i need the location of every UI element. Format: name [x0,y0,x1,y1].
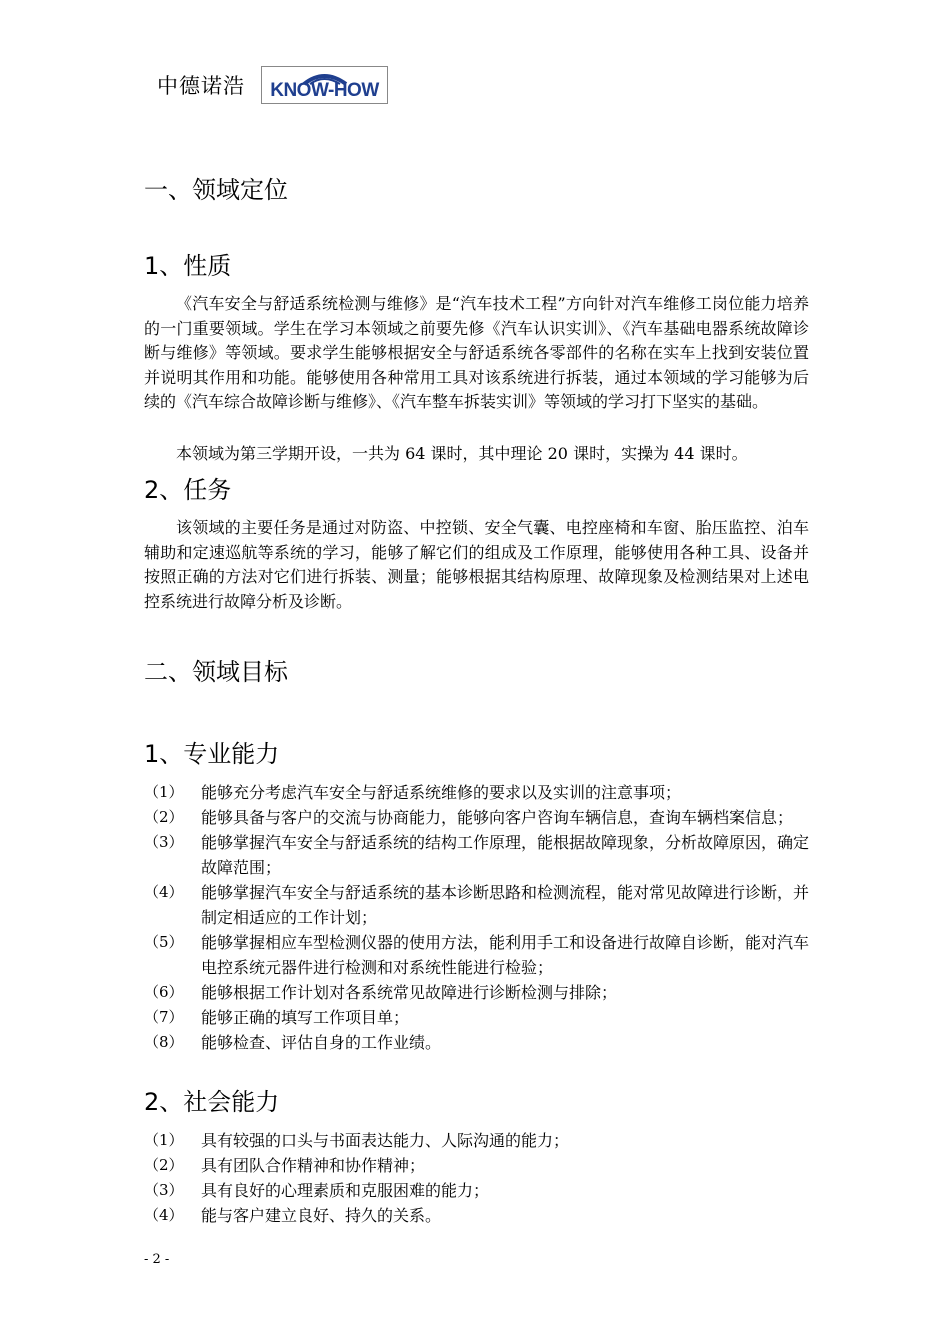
list-item-text: 具有团队合作精神和协作精神； [201,1156,426,1175]
list-item-text: 能与客户建立良好、持久的关系。 [201,1206,442,1225]
know-how-logo [261,66,388,104]
list-item-number: （3） [144,833,184,851]
list-item-text: 能够掌握汽车安全与舒适系统的结构工作原理，能根据故障现象，分析故障原因，确定故障范围； [201,833,810,877]
list-item-number: （5） [144,933,184,951]
list-item-number: （2） [144,808,184,826]
list-item-number: （4） [144,1206,184,1224]
list-item-text: 能够正确的填写工作项目单； [201,1008,410,1027]
social-ability-list [144,1128,809,1228]
list-item [144,930,809,980]
list-item [144,830,809,880]
list-item [144,1153,809,1178]
section-title-goals: 二、领域目标 [144,658,288,686]
list-item-text: 能够充分考虑汽车安全与舒适系统维修的要求以及实训的注意事项； [201,783,682,802]
list-item [144,1203,809,1228]
list-item-text: 能够检查、评估自身的工作业绩。 [201,1033,442,1052]
paragraph-nature: 《汽车安全与舒适系统检测与维修》是“汽车技术工程”方向针对汽车维修工岗位能力培养的一门重要领域。学生在学习本领域之前要先修《汽车认识实训》、《汽车基础电器系统故障诊断与维修》等领域。要求学生能够根据安全与舒适系统各零部件的名称在实车上找到安装位置并说明其作用和功能。能够使用各种常用工具对该系统进行拆装，通过本领域的学习能够为后续的《汽车综合故障诊断与维修》、《汽车整车拆装实训》等领域的学习打下坚实的基础。 [144,294,809,411]
subsection-title-social: 2、社会能力 [144,1088,280,1116]
list-item-text: 能够掌握汽车安全与舒适系统的基本诊断思路和检测流程，能对常见故障进行诊断，并制定相适应的工作计划； [201,883,810,927]
professional-ability-list [144,780,809,1055]
list-item-number: （7） [144,1008,184,1026]
list-item [144,1030,809,1055]
subsection-title-nature: 1、性质 [144,252,232,280]
list-item-number: （3） [144,1181,184,1199]
list-item-number: （2） [144,1156,184,1174]
subsection-title-tasks: 2、任务 [144,476,232,504]
list-item [144,980,809,1005]
list-item-text: 能够根据工作计划对各系统常见故障进行诊断检测与排除； [201,983,618,1002]
list-item [144,880,809,930]
list-item [144,1128,809,1153]
paragraph-tasks: 该领域的主要任务是通过对防盗、中控锁、安全气囊、电控座椅和车窗、胎压监控、泊车辅助和定速巡航等系统的学习，能够了解它们的组成及工作原理，能够使用各种工具、设备并按照正确的方法对它们进行拆装、测量；能够根据其结构原理、故障现象及检测结果对上述电控系统进行故障分析及诊断。 [144,518,809,611]
section-title-positioning: 一、领域定位 [144,176,288,204]
brand-name: 中德诺浩 [157,74,245,98]
list-item-text: 具有较强的口头与书面表达能力、人际沟通的能力； [201,1131,570,1150]
list-item-text: 能够具备与客户的交流与协商能力，能够向客户咨询车辆信息，查询车辆档案信息； [201,808,794,827]
list-item [144,805,809,830]
list-item-text: 能够掌握相应车型检测仪器的使用方法，能利用手工和设备进行故障自诊断，能对汽车电控系统元器件进行检测和对系统性能进行检验； [201,933,810,977]
list-item [144,1178,809,1203]
list-item-number: （1） [144,1131,184,1149]
paragraph-hours: 本领域为第三学期开设，一共为 64 课时，其中理论 20 课时，实操为 44 课时。 [176,444,748,463]
list-item-number: （8） [144,1033,184,1051]
list-item-number: （6） [144,983,184,1001]
list-item-number: （1） [144,783,184,801]
list-item [144,780,809,805]
list-item-text: 具有良好的心理素质和克服困难的能力； [201,1181,490,1200]
logo-text: KNOW-HOW [270,80,379,101]
page-header [157,66,388,104]
list-item [144,1005,809,1030]
page-number: - 2 - [144,1252,170,1267]
list-item-number: （4） [144,883,184,901]
subsection-title-professional: 1、专业能力 [144,740,280,768]
